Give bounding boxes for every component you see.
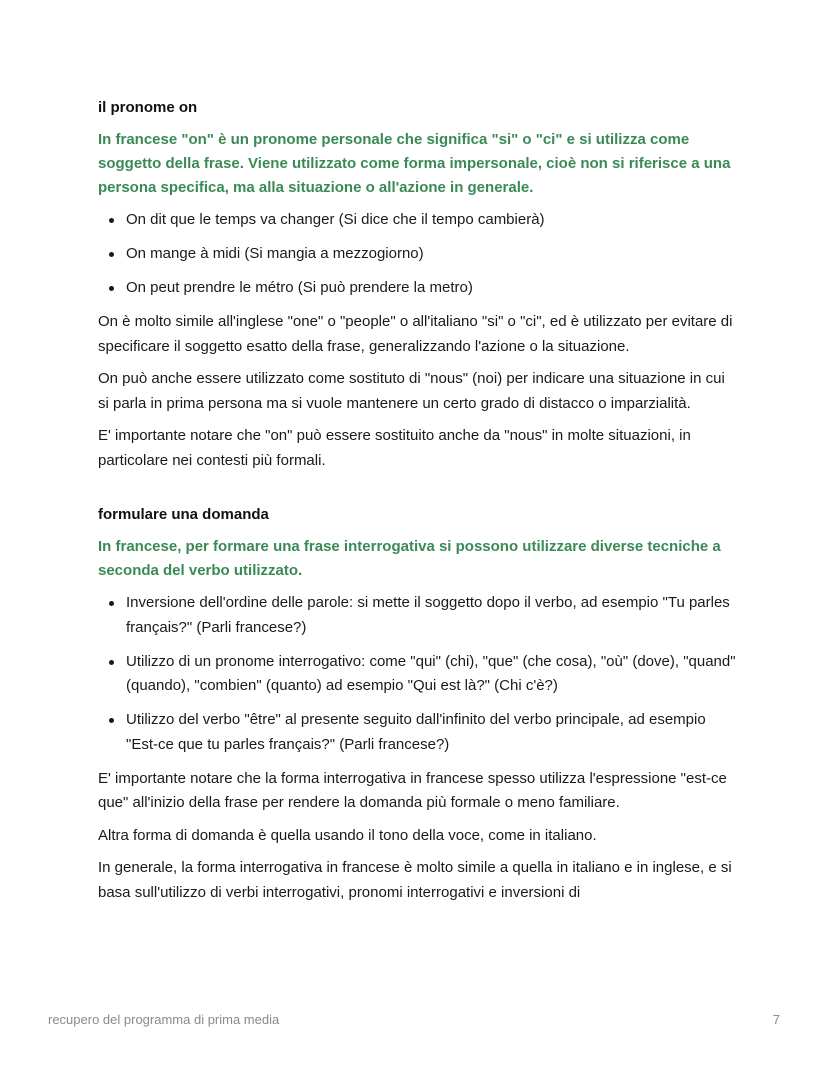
paragraph: In generale, la forma interrogativa in francese è molto simile a quella in italiano e in inglese, e si basa sull'utilizzo di verbi interrogativi, pronomi interrogativi e inversioni di xyxy=(98,859,732,901)
footer-document-title: recupero del programma di prima media xyxy=(48,1012,280,1027)
paragraph: E' importante notare che la forma interrogativa in francese spesso utilizza l'espressione "est-ce que" all'inizio della frase per rendere la domanda più formale o meno familiare. xyxy=(98,769,727,811)
list-item: Utilizzo di un pronome interrogativo: come "qui" (chi), "que" (che cosa), "où" (dove), "quand" (quando), "combien" (quanto) ad esempio "Qui est là?" (Chi c'è?) xyxy=(98,650,738,699)
bullet-list-domanda xyxy=(98,591,738,757)
section-spacer xyxy=(98,481,738,503)
section-lead-pronome-on: In francese "on" è un pronome personale che significa "si" o "ci" e si utilizza come soggetto della frase. Viene utilizzato come forma impersonale, cioè non si riferisce a una persona specifica, ma alla situazione o all'azione in generale. xyxy=(98,131,731,196)
footer-page-number: 7 xyxy=(772,1012,780,1027)
paragraph: On può anche essere utilizzato come sostituto di "nous" (noi) per indicare una situazione in cui si parla in prima persona ma si vuole mantenere un certo grado di distacco o imparzialità. xyxy=(98,370,725,412)
list-item: On mange à midi (Si mangia a mezzogiorno) xyxy=(98,242,738,267)
document-page xyxy=(98,96,738,913)
list-item: On peut prendre le métro (Si può prendere la metro) xyxy=(98,276,738,301)
list-item: Inversione dell'ordine delle parole: si mette il soggetto dopo il verbo, ad esempio "Tu parles français?" (Parli francese?) xyxy=(98,591,738,640)
list-item: Utilizzo del verbo "être" al presente seguito dall'infinito del verbo principale, ad esempio "Est-ce que tu parles français?" (Parli francese?) xyxy=(98,708,738,757)
paragraph: E' importante notare che "on" può essere sostituito anche da "nous" in molte situazioni, in particolare nei contesti più formali. xyxy=(98,427,691,469)
list-item: On dit que le temps va changer (Si dice che il tempo cambierà) xyxy=(98,208,738,233)
paragraph: Altra forma di domanda è quella usando il tono della voce, come in italiano. xyxy=(98,826,597,844)
bullet-list-pronome-on xyxy=(98,208,738,301)
section-title-pronome-on: il pronome on xyxy=(98,99,198,116)
paragraph: On è molto simile all'inglese "one" o "people" o all'italiano "si" o "ci", ed è utilizzato per evitare di specificare il soggetto esatto della frase, generalizzando l'azione o la situazione. xyxy=(98,313,733,355)
section-lead-domanda: In francese, per formare una frase interrogativa si possono utilizzare diverse tecniche a seconda del verbo utilizzato. xyxy=(98,538,721,579)
section-title-domanda: formulare una domanda xyxy=(98,506,269,523)
